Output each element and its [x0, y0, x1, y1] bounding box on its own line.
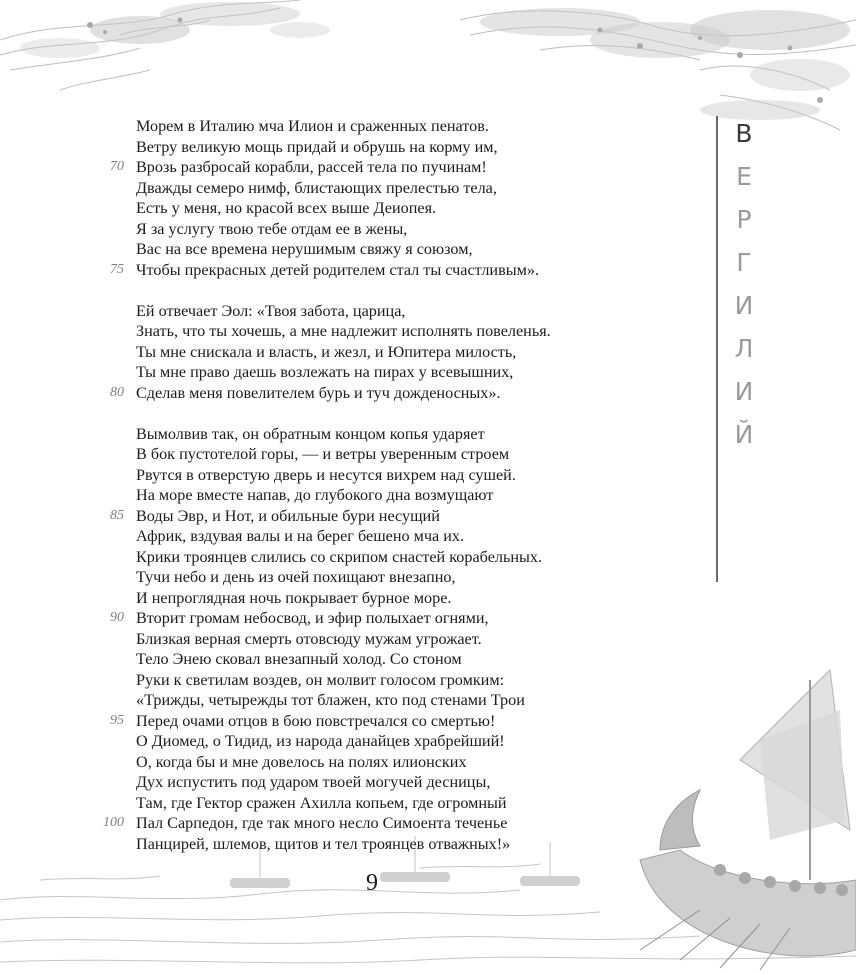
line-text: Вымолвив так, он обратным концом копья ударяет — [136, 424, 485, 443]
line-text: Дважды семеро нимф, блистающих прелестью тела, — [136, 178, 497, 197]
line-text: В бок пустотелой горы, — и ветры уверенным строем — [136, 445, 510, 463]
line-text: Воды Эвр, и Нот, и обильные бури несущий — [136, 506, 440, 525]
poem-line — [0, 383, 700, 404]
poem-line — [0, 547, 700, 568]
stanza-break — [0, 403, 700, 424]
line-text: Ей отвечает Эол: «Твоя забота, царица, — [136, 301, 406, 320]
line-text: О Диомед, о Тидид, из народа данайцев храбрейший! — [136, 732, 505, 750]
poem-line — [0, 526, 700, 547]
line-text: И непроглядная ночь покрывает бурное море. — [136, 588, 452, 607]
line-text: Руки к светилам воздев, он молвит голосом громким: — [136, 670, 505, 689]
poem-line — [0, 752, 700, 773]
poem-text — [0, 116, 700, 854]
poem-line — [0, 321, 700, 342]
line-number: 75 — [110, 261, 124, 277]
poem-line — [0, 731, 700, 752]
poem-line — [0, 485, 700, 506]
line-text: Чтобы прекрасных детей родителем стал ты счастливым». — [136, 260, 539, 279]
line-number: 90 — [110, 610, 124, 625]
stanza — [0, 116, 700, 280]
poem-line — [0, 178, 700, 199]
author-letter: И — [734, 377, 754, 406]
line-text: Ветру великую мощь придай и обрушь на корму им, — [136, 137, 498, 156]
line-text: Африк, вздувая валы и на берег бешено мча их. — [136, 527, 465, 545]
poem-line — [0, 670, 700, 691]
poem-line — [0, 793, 700, 814]
line-number: 80 — [110, 384, 124, 400]
poem-line — [0, 567, 700, 588]
line-number: 95 — [110, 712, 124, 728]
poem-line — [0, 813, 700, 834]
poem-line — [0, 834, 700, 855]
line-text: На море вместе напав, до глубокого дна возмущают — [136, 486, 494, 504]
author-letter: Л — [734, 334, 754, 363]
line-text: Тело Энею сковал внезапный холод. Со стоном — [136, 650, 462, 668]
line-text: Сделав меня повелителем бурь и туч дожденосных». — [136, 383, 501, 402]
poem-line — [0, 198, 700, 219]
line-text: Перед очами отцов в бою повстречался со смертью! — [136, 711, 496, 730]
line-text: Рвутся в отверстую дверь и несутся вихрем над сушей. — [136, 465, 516, 484]
author-divider-line — [716, 116, 718, 582]
line-number: 100 — [103, 815, 124, 830]
line-text: Ты мне снискала и власть, и жезл, и Юпитера милость, — [136, 342, 517, 361]
line-text: Крики троянцев слились со скрипом снастей корабельных. — [136, 547, 543, 566]
poem-line — [0, 444, 700, 465]
poem-line — [0, 301, 700, 322]
poem-line — [0, 219, 700, 240]
line-text: Там, где Гектор сражен Ахилла копьем, где огромный — [136, 793, 507, 812]
page-number: 9 — [366, 870, 378, 896]
line-text: Есть у меня, но красой всех выше Деиопея. — [136, 199, 437, 217]
line-text: О, когда бы и мне довелось на полях илионских — [136, 752, 467, 771]
line-text: Пал Сарпедон, где так много несло Симоента теченье — [136, 814, 508, 832]
line-text: Врозь разбросай корабли, рассей тела по пучинам! — [136, 158, 487, 176]
stanza-break — [0, 280, 700, 301]
poem-line — [0, 137, 700, 158]
author-letter: Е — [736, 162, 752, 191]
line-text: Близкая верная смерть отовсюду мужам угрожает. — [136, 629, 482, 648]
poem-line — [0, 239, 700, 260]
poem-line — [0, 260, 700, 281]
poem-line — [0, 588, 700, 609]
line-text: Панцирей, шлемов, щитов и тел троянцев отважных!» — [136, 834, 511, 853]
poem-line — [0, 424, 700, 445]
poem-line — [0, 116, 700, 137]
poem-line — [0, 506, 700, 527]
line-text: Вас на все времена нерушимым свяжу я союзом, — [136, 240, 473, 258]
poem-line — [0, 690, 700, 711]
author-letter: Г — [736, 248, 752, 277]
poem-line — [0, 711, 700, 732]
line-text: Знать, что ты хочешь, а мне надлежит исполнять повеленья. — [136, 322, 551, 340]
author-letter: Р — [736, 205, 752, 234]
poem-line — [0, 465, 700, 486]
author-letter: В — [735, 119, 753, 148]
line-text: «Трижды, четырежды тот блажен, кто под стенами Трои — [136, 691, 525, 709]
poem-line — [0, 649, 700, 670]
stanza — [0, 424, 700, 855]
line-text: Вторит громам небосвод, и эфир полыхает огнями, — [136, 609, 489, 627]
poem-line — [0, 157, 700, 178]
author-letter: Й — [734, 420, 754, 449]
line-number: 70 — [110, 159, 124, 174]
author-name-vertical — [724, 112, 764, 456]
poem-line — [0, 772, 700, 793]
author-letter: И — [734, 291, 754, 320]
stanza — [0, 301, 700, 404]
line-text: Дух испустить под ударом твоей могучей десницы, — [136, 773, 491, 791]
poem-line — [0, 629, 700, 650]
line-text: Морем в Италию мча Илион и сраженных пенатов. — [136, 117, 489, 135]
poem-line — [0, 608, 700, 629]
line-number: 85 — [110, 507, 124, 523]
line-text: Ты мне право даешь возлежать на пирах у всевышних, — [136, 363, 514, 381]
poem-line — [0, 342, 700, 363]
poem-line — [0, 362, 700, 383]
line-text: Я за услугу твою тебе отдам ее в жены, — [136, 219, 408, 238]
line-text: Тучи небо и день из очей похищают внезапно, — [136, 568, 456, 586]
